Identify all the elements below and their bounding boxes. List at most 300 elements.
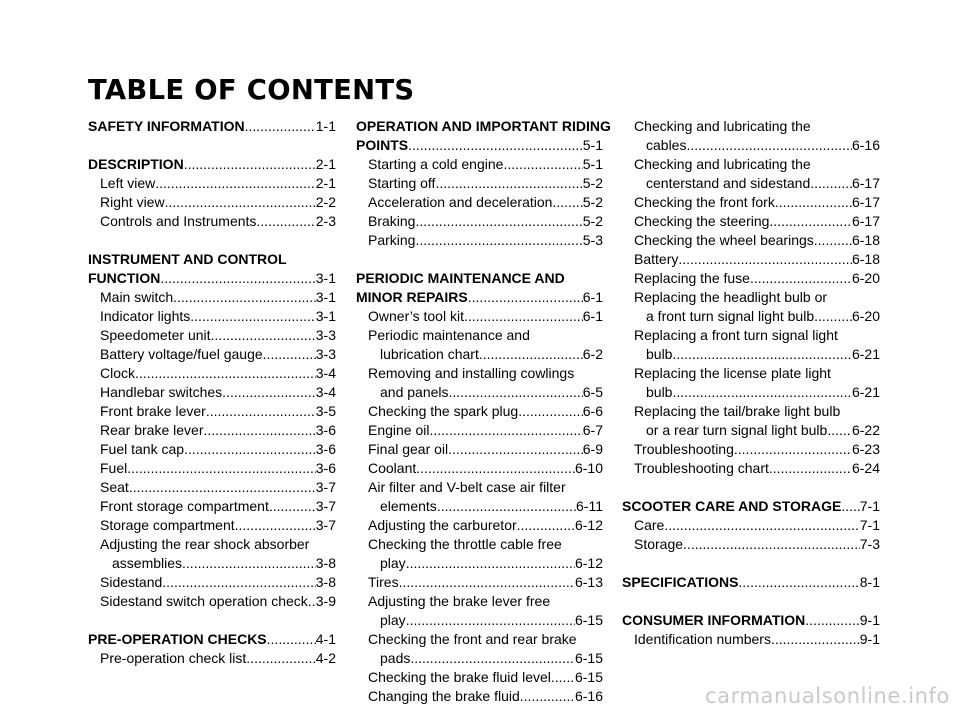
toc-entry <box>356 478 603 516</box>
toc-entry <box>622 212 880 231</box>
toc-entry <box>88 345 336 364</box>
toc-entry <box>356 364 603 402</box>
toc-entry-line <box>622 250 880 269</box>
toc-entry-title: Controls and Instruments <box>100 213 257 229</box>
toc-entry-line <box>622 611 880 630</box>
toc-entry-line <box>356 516 603 535</box>
page-number: 2-1 <box>315 175 336 191</box>
page-number: 6-12 <box>574 517 603 533</box>
page-number: 6-2 <box>582 346 603 362</box>
page-number: 3-6 <box>315 441 336 457</box>
toc-entry-line <box>622 288 880 307</box>
toc-entry <box>88 174 336 193</box>
leader-dots <box>517 516 575 535</box>
toc-entry-title: Sidestand switch operation check <box>100 593 308 609</box>
toc-entry-title: Front storage compartment <box>100 498 269 514</box>
leader-dots <box>448 440 583 459</box>
leader-dots <box>263 345 316 364</box>
toc-entry-line <box>356 364 603 383</box>
toc-entry <box>356 231 603 250</box>
toc-entry <box>88 288 336 307</box>
toc-entry-title-cont: assemblies <box>112 555 183 571</box>
toc-entry-line <box>356 402 603 421</box>
toc-entry-title: Acceleration and deceleration <box>368 194 553 210</box>
page-number: 6-1 <box>582 308 603 324</box>
toc-entry <box>622 402 880 440</box>
leader-dots <box>771 630 860 649</box>
toc-entry-line <box>356 212 603 231</box>
leader-dots <box>827 421 852 440</box>
page-number: 3-7 <box>315 479 336 495</box>
toc-entry-title: Adjusting the brake lever free <box>368 593 551 609</box>
toc-entry-line <box>88 269 336 288</box>
toc-entry-title: Checking the wheel bearings <box>634 232 814 248</box>
toc-entry-title: INSTRUMENT AND CONTROL <box>88 251 287 267</box>
toc-entry-title: Checking the throttle cable free <box>368 536 562 552</box>
toc-entry <box>622 193 880 212</box>
toc-entry-title-cont: play <box>380 555 406 571</box>
leader-dots <box>415 212 582 231</box>
page-number: 6-11 <box>576 498 603 514</box>
leader-dots <box>129 478 316 497</box>
toc-entry-line <box>88 212 336 231</box>
leader-dots <box>245 117 316 136</box>
toc-entry-title: Engine oil <box>368 422 430 438</box>
leader-dots <box>155 174 316 193</box>
toc-entry-line <box>356 193 603 212</box>
toc-entry <box>356 687 603 706</box>
page-number: 6-6 <box>582 403 603 419</box>
toc-entry-line <box>88 478 336 497</box>
toc-entry <box>88 459 336 478</box>
toc-entry <box>356 592 603 630</box>
page-number: 2-3 <box>315 213 336 229</box>
leader-dots <box>160 269 315 288</box>
toc-entry-title-cont: a front turn signal light bulb <box>646 308 815 324</box>
leader-dots <box>437 497 576 516</box>
toc-entry-line <box>622 630 880 649</box>
leader-dots <box>678 250 852 269</box>
toc-entry-title: Main switch <box>100 289 174 305</box>
page-number: 3-3 <box>315 327 336 343</box>
toc-entry-line <box>356 269 603 288</box>
page-number: 6-10 <box>574 460 603 476</box>
toc-entry-title: Adjusting the carburetor <box>368 517 517 533</box>
toc-entry-title: Speedometer unit <box>100 327 211 343</box>
toc-entry-title: SCOOTER CARE AND STORAGE <box>622 498 842 514</box>
leader-dots <box>410 649 575 668</box>
toc-section <box>88 117 336 136</box>
leader-dots <box>135 364 316 383</box>
toc-section <box>356 117 611 155</box>
toc-section <box>622 497 880 516</box>
toc-entry-title-cont: POINTS <box>356 137 409 153</box>
toc-entry-title: Checking and lubricating the <box>634 118 811 134</box>
page-number: 6-13 <box>574 574 603 590</box>
page-number: 5-1 <box>582 137 603 153</box>
leader-dots <box>256 212 315 231</box>
toc-entry <box>622 459 880 478</box>
toc-entry-line <box>356 231 603 250</box>
toc-entry <box>356 440 603 459</box>
page-number: 5-3 <box>582 232 603 248</box>
leader-dots <box>479 345 583 364</box>
toc-entry <box>88 307 336 326</box>
page-number: 6-20 <box>851 270 880 286</box>
toc-entry-line <box>88 535 336 554</box>
toc-entry-title: Troubleshooting chart <box>634 460 769 476</box>
toc-entry-line <box>356 345 603 364</box>
toc-entry <box>356 174 603 193</box>
leader-dots <box>415 231 582 250</box>
page-number: 6-18 <box>851 232 880 248</box>
toc-entry-line <box>88 250 336 269</box>
toc-entry-line <box>88 326 336 345</box>
toc-entry-title: Replacing a front turn signal light <box>634 327 838 343</box>
toc-entry <box>88 421 336 440</box>
toc-entry-title-cont: cables <box>646 137 687 153</box>
page-number: 3-7 <box>315 498 336 514</box>
toc-entry <box>622 288 880 326</box>
toc-column-3 <box>622 117 880 649</box>
leader-dots <box>738 573 859 592</box>
toc-entry-title: Checking and lubricating the <box>634 156 811 172</box>
watermark: carmanualsonline.info <box>705 684 950 708</box>
page-number: 6-17 <box>851 194 880 210</box>
toc-entry-title: Braking <box>368 213 416 229</box>
toc-entry-title-cont: bulb <box>646 346 673 362</box>
toc-entry <box>356 326 603 364</box>
page-number: 5-2 <box>582 175 603 191</box>
toc-entry-title-cont: play <box>380 612 406 628</box>
toc-entry-line <box>356 668 603 687</box>
toc-entry-line <box>356 136 603 155</box>
toc-entry-line <box>356 630 603 649</box>
leader-dots <box>552 193 582 212</box>
toc-entry-title-cont: elements <box>380 498 437 514</box>
toc-entry <box>356 459 603 478</box>
toc-entry-line <box>622 307 880 326</box>
page-number: 6-22 <box>851 422 880 438</box>
toc-entry-line <box>622 535 880 554</box>
toc-entry-line <box>622 440 880 459</box>
toc-entry <box>622 117 880 155</box>
leader-dots <box>435 174 582 193</box>
page-number: 7-1 <box>859 498 880 514</box>
toc-entry-line <box>622 193 880 212</box>
toc-entry-title: Checking the spark plug <box>368 403 519 419</box>
toc-entry-title: DESCRIPTION <box>88 156 184 172</box>
toc-entry-line <box>88 307 336 326</box>
toc-entry <box>88 516 336 535</box>
page-number: 3-5 <box>315 403 336 419</box>
page-number: 6-16 <box>851 137 880 153</box>
page-number: 6-20 <box>851 308 880 324</box>
leader-dots <box>222 383 316 402</box>
page-number: 3-7 <box>315 517 336 533</box>
leader-dots <box>686 136 852 155</box>
toc-entry <box>88 440 336 459</box>
toc-entry <box>622 326 880 364</box>
toc-entry-title: SPECIFICATIONS <box>622 574 739 590</box>
page-number: 5-2 <box>582 194 603 210</box>
toc-entry-line <box>622 402 880 421</box>
toc-entry-title: Checking the steering <box>634 213 770 229</box>
toc-entry-line <box>622 516 880 535</box>
page-number: 3-4 <box>315 384 336 400</box>
toc-entry-title: Replacing the fuse <box>634 270 750 286</box>
page-number: 5-2 <box>582 213 603 229</box>
toc-entry-title: Pre-operation check list <box>100 650 247 666</box>
page-number: 9-1 <box>859 612 880 628</box>
toc-entry-title: Changing the brake fluid <box>368 688 520 704</box>
toc-entry-line <box>622 231 880 250</box>
toc-entry-title: Replacing the license plate light <box>634 365 831 381</box>
toc-entry-line <box>356 307 603 326</box>
toc-entry-line <box>88 193 336 212</box>
toc-entry-line <box>356 326 603 345</box>
leader-dots <box>734 440 852 459</box>
page-number: 6-17 <box>851 175 880 191</box>
toc-entry <box>356 307 603 326</box>
toc-entry-line <box>356 117 611 136</box>
toc-column-1 <box>88 117 336 668</box>
page-number: 6-16 <box>574 688 603 704</box>
toc-entry-title: Checking the front and rear brake <box>368 631 577 647</box>
page-number: 3-6 <box>315 422 336 438</box>
leader-dots <box>173 288 316 307</box>
toc-entry-line <box>88 288 336 307</box>
page-title: TABLE OF CONTENTS <box>88 73 415 106</box>
toc-entry-title: Removing and installing cowlings <box>368 365 575 381</box>
leader-dots <box>246 649 315 668</box>
toc-entry-title: Parking <box>368 232 416 248</box>
toc-entry-title-cont: pads <box>380 650 411 666</box>
toc-entry-line <box>356 459 603 478</box>
leader-dots <box>551 668 575 687</box>
page-number: 3-8 <box>315 555 336 571</box>
toc-entry-title: Storage <box>634 536 684 552</box>
leader-dots <box>184 155 316 174</box>
toc-entry <box>88 592 336 611</box>
page-number: 6-24 <box>851 460 880 476</box>
toc-entry-title: Troubleshooting <box>634 441 734 457</box>
toc-entry <box>88 649 336 668</box>
page-number: 6-7 <box>582 422 603 438</box>
leader-dots <box>518 402 583 421</box>
toc-entry-title: Checking the front fork <box>634 194 775 210</box>
toc-entry <box>356 421 603 440</box>
toc-entry-line <box>622 155 880 174</box>
leader-dots <box>182 554 316 573</box>
page-number: 3-1 <box>315 308 336 324</box>
toc-entry-title: Indicator lights <box>100 308 191 324</box>
toc-entry-title: Rear brake lever <box>100 422 204 438</box>
toc-entry-line <box>356 155 603 174</box>
page-number: 6-15 <box>574 612 603 628</box>
toc-entry-line <box>622 459 880 478</box>
toc-entry-title: PRE-OPERATION CHECKS <box>88 631 267 647</box>
page-number: 3-6 <box>315 460 336 476</box>
toc-entry-line <box>622 345 880 364</box>
toc-entry-title: Sidestand <box>100 574 163 590</box>
page-number: 3-1 <box>315 289 336 305</box>
toc-entry-title-cont: or a rear turn signal light bulb <box>646 422 828 438</box>
toc-entry-title: Tires <box>368 574 399 590</box>
toc-entry <box>88 497 336 516</box>
toc-entry <box>88 193 336 212</box>
toc-entry-title-cont: MINOR REPAIRS <box>356 289 468 305</box>
toc-entry-line <box>622 497 880 516</box>
toc-entry <box>622 250 880 269</box>
page-number: 3-8 <box>315 574 336 590</box>
toc-entry <box>356 193 603 212</box>
toc-entry-title: Care <box>634 517 665 533</box>
toc-entry-line <box>356 383 603 402</box>
leader-dots <box>269 497 316 516</box>
page-number: 7-3 <box>859 536 880 552</box>
toc-entry-title: Seat <box>100 479 129 495</box>
toc-entry <box>88 383 336 402</box>
toc-entry-title: CONSUMER INFORMATION <box>622 612 806 628</box>
leader-dots <box>416 459 575 478</box>
toc-entry-line <box>356 687 603 706</box>
leader-dots <box>664 516 859 535</box>
toc-entry-line <box>88 402 336 421</box>
page-number: 6-15 <box>574 650 603 666</box>
toc-entry-line <box>88 516 336 535</box>
toc-entry-line <box>88 383 336 402</box>
page-number: 5-1 <box>582 156 603 172</box>
leader-dots <box>520 687 575 706</box>
toc-column-2 <box>356 117 611 706</box>
page-number: 3-3 <box>315 346 336 362</box>
leader-dots <box>162 573 315 592</box>
toc-entry-title: Owner’s tool kit <box>368 308 464 324</box>
toc-entry-title: SAFETY INFORMATION <box>88 118 245 134</box>
page-number: 6-23 <box>851 441 880 457</box>
toc-section <box>88 630 336 649</box>
toc-entry <box>622 364 880 402</box>
toc-entry-title: Battery voltage/fuel gauge <box>100 346 263 362</box>
toc-entry-line <box>88 155 336 174</box>
toc-entry-title: Clock <box>100 365 136 381</box>
toc-entry-title: Fuel tank cap <box>100 441 185 457</box>
toc-entry-line <box>356 611 603 630</box>
leader-dots <box>683 535 860 554</box>
page-number: 6-1 <box>582 289 603 305</box>
toc-entry-line <box>622 364 880 383</box>
toc-entry-title: Adjusting the rear shock absorber <box>100 536 310 552</box>
page-number: 4-2 <box>315 650 336 666</box>
leader-dots <box>750 269 852 288</box>
leader-dots <box>184 440 316 459</box>
toc-entry-line <box>88 174 336 193</box>
toc-entry <box>88 212 336 231</box>
leader-dots <box>430 421 583 440</box>
page-number: 2-2 <box>315 194 336 210</box>
toc-entry-title: Periodic maintenance and <box>368 327 530 343</box>
leader-dots <box>503 155 582 174</box>
toc-entry <box>622 535 880 554</box>
toc-entry <box>356 155 603 174</box>
toc-entry <box>622 231 880 250</box>
toc-entry <box>622 269 880 288</box>
page-number: 3-4 <box>315 365 336 381</box>
toc-entry <box>622 440 880 459</box>
toc-entry-line <box>88 592 336 611</box>
leader-dots <box>464 307 583 326</box>
page-number: 6-15 <box>574 669 603 685</box>
toc-entry-title: Right view <box>100 194 165 210</box>
page-number: 8-1 <box>859 574 880 590</box>
page-number: 6-12 <box>574 555 603 571</box>
toc-entry-line <box>88 440 336 459</box>
leader-dots <box>211 326 316 345</box>
toc-entry-title: Left view <box>100 175 156 191</box>
toc-entry-line <box>88 364 336 383</box>
page-number: 3-1 <box>315 270 336 286</box>
page-number: 6-9 <box>582 441 603 457</box>
leader-dots <box>841 497 859 516</box>
toc-entry <box>356 212 603 231</box>
toc-entry <box>88 402 336 421</box>
toc-entry-title: Handlebar switches <box>100 384 223 400</box>
page-number: 6-21 <box>851 346 880 362</box>
page-number: 9-1 <box>859 631 880 647</box>
page-number: 2-1 <box>315 156 336 172</box>
leader-dots <box>204 421 316 440</box>
toc-entry-line <box>622 573 880 592</box>
toc-entry <box>356 573 603 592</box>
page-number: 6-21 <box>851 384 880 400</box>
leader-dots <box>805 611 859 630</box>
leader-dots <box>810 174 852 193</box>
toc-entry <box>356 668 603 687</box>
toc-entry-title: Battery <box>634 251 679 267</box>
toc-entry-title: Final gear oil <box>368 441 449 457</box>
leader-dots <box>308 592 316 611</box>
toc-entry-line <box>622 326 880 345</box>
toc-entry-line <box>88 554 336 573</box>
leader-dots <box>399 573 575 592</box>
leader-dots <box>406 554 575 573</box>
page-number: 1-1 <box>315 118 336 134</box>
toc-entry-line <box>356 573 603 592</box>
toc-entry-line <box>622 212 880 231</box>
toc-entry-line <box>356 440 603 459</box>
toc-entry-line <box>356 554 603 573</box>
toc-entry-line <box>356 592 603 611</box>
toc-entry-line <box>356 421 603 440</box>
toc-entry-line <box>88 630 336 649</box>
toc-entry <box>88 364 336 383</box>
toc-entry-line <box>356 478 603 497</box>
leader-dots <box>814 307 852 326</box>
toc-entry-title: Starting off <box>368 175 436 191</box>
page-number: 3-9 <box>315 593 336 609</box>
toc-entry <box>88 326 336 345</box>
toc-entry-title: Replacing the headlight bulb or <box>634 289 828 305</box>
leader-dots <box>775 193 852 212</box>
leader-dots <box>190 307 315 326</box>
toc-entry <box>622 630 880 649</box>
toc-entry-line <box>88 497 336 516</box>
toc-entry-line <box>622 136 880 155</box>
toc-entry <box>622 516 880 535</box>
toc-entry-line <box>622 117 880 136</box>
toc-entry-line <box>356 649 603 668</box>
